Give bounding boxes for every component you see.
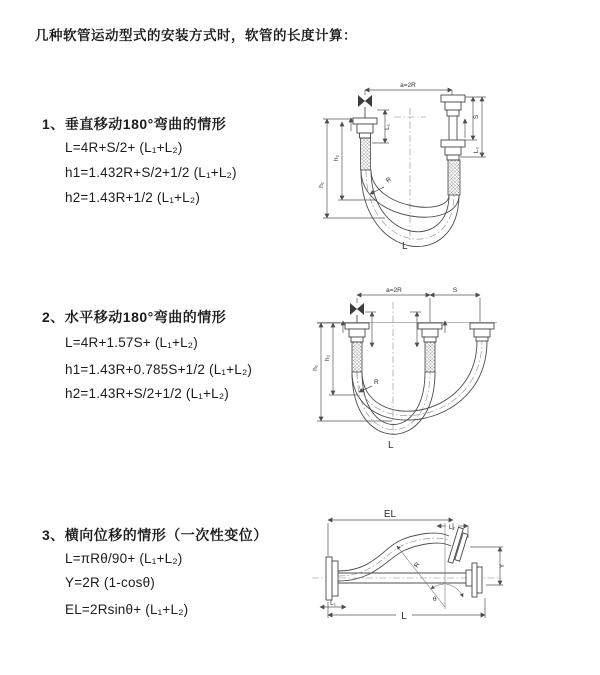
d2-left-fitting bbox=[345, 323, 369, 372]
section-2-formula-h1: h1=1.43R+0.785S+1/2 (L₁+L₂) bbox=[65, 362, 253, 377]
section-1-formula-h2: h2=1.43R+1/2 (L₁+L₂) bbox=[65, 190, 201, 205]
d2-dim-h2-label: h₂ bbox=[324, 354, 331, 362]
section-3-heading: 3、横向位移的情形（一次性变位） bbox=[42, 527, 268, 543]
d1-length-label: L bbox=[402, 241, 408, 252]
d3-right-flange bbox=[466, 563, 482, 597]
d1-valve-icon bbox=[358, 95, 372, 118]
d1-dim-h1-label: h₁ bbox=[318, 182, 325, 188]
d3-left-flange bbox=[326, 557, 338, 600]
d1-dim-l2-label: L₂ bbox=[473, 146, 480, 154]
d2-right-fitting bbox=[470, 323, 494, 341]
section-3-formula-el: EL=2Rsinθ+ (L₁+L₂) bbox=[65, 602, 189, 617]
page-title: 几种软管运动型式的安装方式时，软管的长度计算： bbox=[35, 28, 357, 43]
d3-dim-l2-label: L₂ bbox=[448, 524, 456, 531]
section-2-formula-l: L=4R+1.57S+ (L₁+L₂) bbox=[65, 335, 198, 350]
d1-dim-a2r-label: a=2R bbox=[400, 82, 416, 89]
d3-tilted-flange bbox=[448, 527, 469, 565]
d2-valve-icon bbox=[350, 303, 364, 323]
d3-length-label: L bbox=[401, 611, 407, 622]
diagram-lateral-displacement bbox=[312, 509, 506, 622]
d2-dim-s-label: S bbox=[452, 287, 458, 294]
d2-length-label: L bbox=[388, 440, 394, 451]
section-3-formula-y: Y=2R (1-cosθ) bbox=[65, 575, 156, 590]
section-1-heading: 1、垂直移动180°弯曲的情形 bbox=[42, 116, 227, 132]
d3-dim-l1-label: L₁ bbox=[330, 600, 336, 607]
section-2-heading: 2、水平移动180°弯曲的情形 bbox=[42, 309, 227, 325]
d3-angle-label: θ bbox=[433, 596, 437, 603]
d2-dim-a2r-label: a=2R bbox=[386, 287, 402, 294]
d1-right-fitting bbox=[441, 95, 465, 195]
d1-right-braid bbox=[448, 160, 460, 195]
d1-dim-l1-label: L₁ bbox=[384, 124, 391, 130]
section-2-formula-h2: h2=1.43R+S/2+1/2 (L₁+L₂) bbox=[65, 386, 229, 401]
d3-dim-el-label: EL bbox=[383, 509, 397, 520]
d2-radius-label: R bbox=[374, 379, 379, 386]
d3-radius-label: R bbox=[413, 561, 422, 570]
d1-left-braid bbox=[361, 138, 371, 170]
d2-dim-h1-label: h₁ bbox=[312, 365, 319, 371]
d3-dim-y-label: Y bbox=[499, 563, 506, 569]
d1-left-fitting bbox=[353, 118, 377, 170]
section-3-formula-l: L=πRθ/90+ (L₁+L₂) bbox=[65, 551, 183, 566]
d1-dim-s-label: S bbox=[473, 114, 480, 120]
diagram-horizontal-180-bend bbox=[312, 287, 497, 451]
section-1-formula-h1: h1=1.432R+S/2+1/2 (L₁+L₂) bbox=[65, 165, 237, 180]
d1-radius-label: R bbox=[384, 176, 393, 185]
d2-middle-fitting bbox=[418, 323, 442, 372]
diagram-vertical-180-bend bbox=[318, 82, 486, 252]
d1-dim-h2-label: h₂ bbox=[333, 154, 340, 162]
section-1-formula-l: L=4R+S/2+ (L₁+L₂) bbox=[65, 140, 183, 155]
